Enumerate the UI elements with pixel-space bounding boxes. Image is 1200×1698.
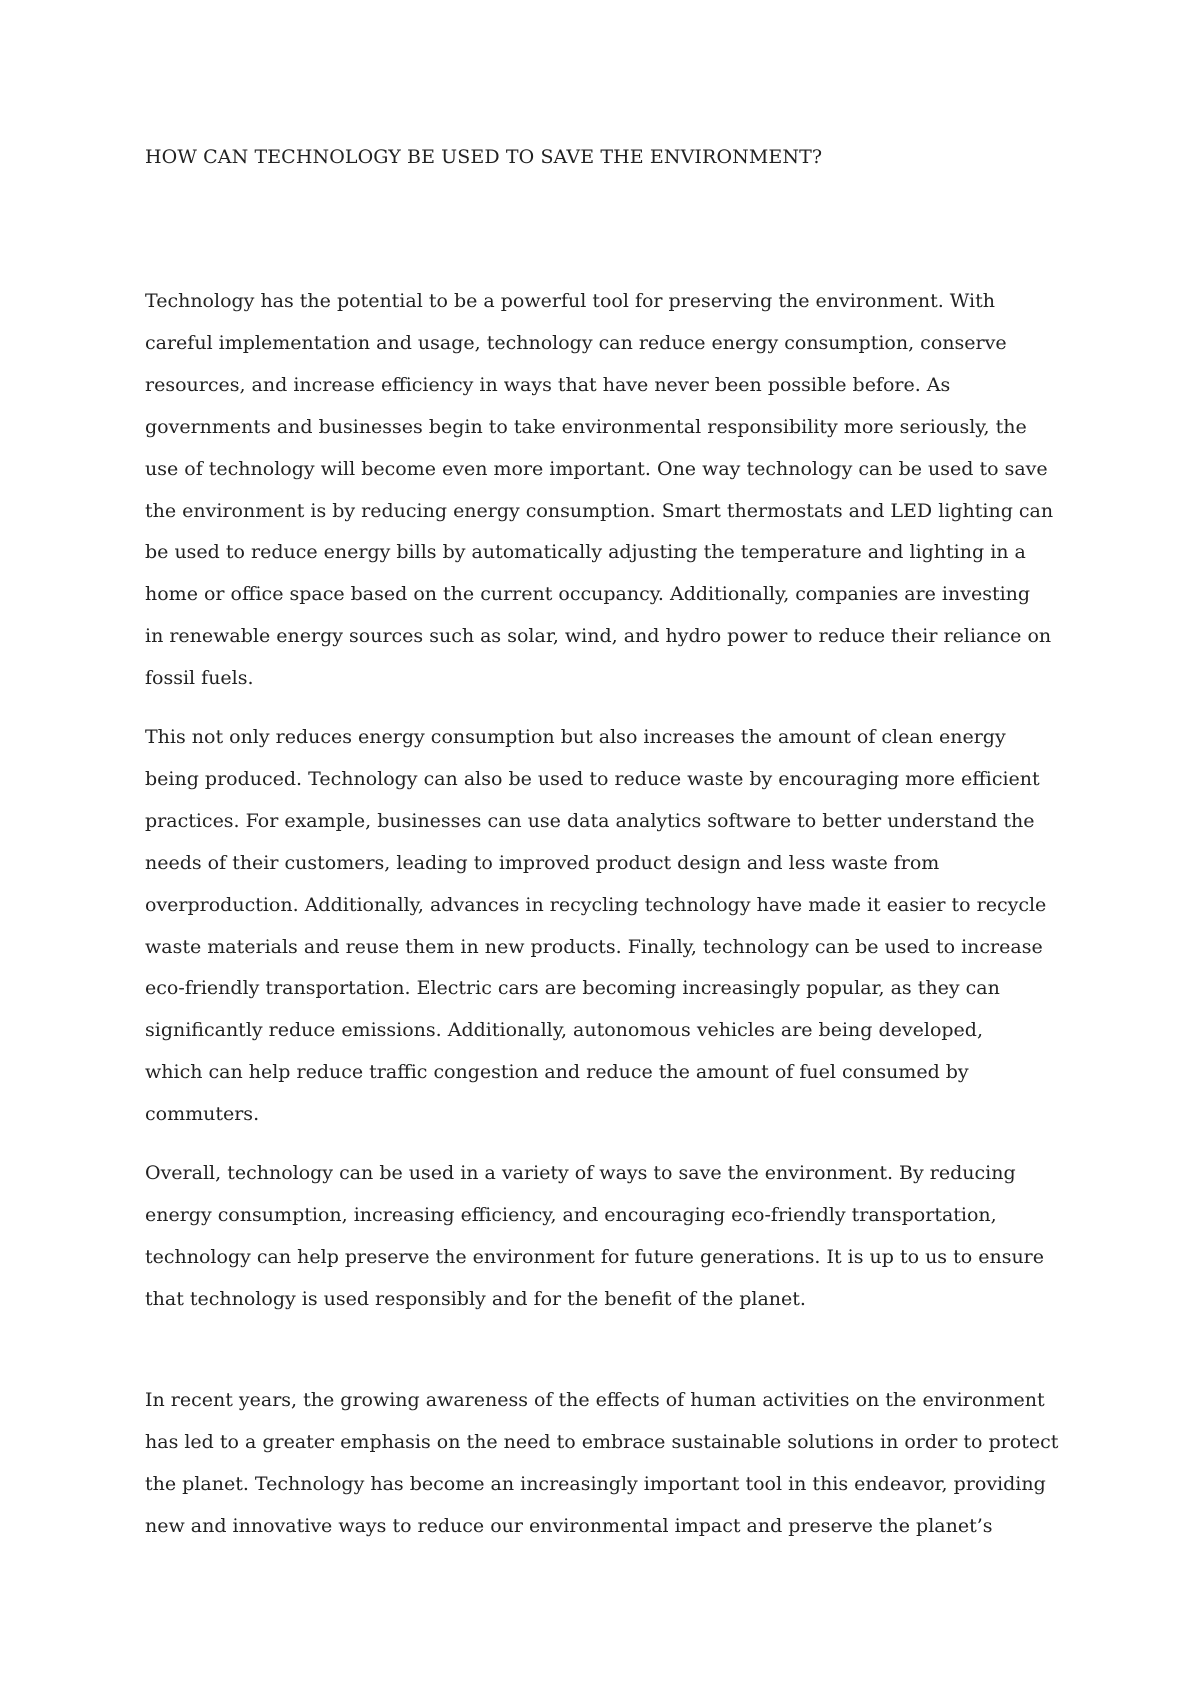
- paragraph-line: commuters.: [145, 1103, 260, 1126]
- paragraph-line: This not only reduces energy consumption but also increases the amount of clean energy: [145, 726, 1006, 748]
- paragraph-line: practices. For example, businesses can use data analytics software to better understand the: [145, 809, 1035, 832]
- paragraph-line: which can help reduce traffic congestion and reduce the amount of fuel consumed by: [145, 1061, 969, 1084]
- paragraph-4: [145, 1380, 1075, 1548]
- paragraph-line: that technology is used responsibly and for the benefit of the planet.: [145, 1287, 806, 1310]
- paragraph-line: significantly reduce emissions. Additionally, autonomous vehicles are being developed,: [145, 1019, 983, 1042]
- paragraph-line: eco-friendly transportation. Electric cars are becoming increasingly popular, as they can: [145, 977, 1000, 1000]
- paragraph-line: governments and businesses begin to take environmental responsibility more seriously, the: [145, 415, 1027, 438]
- document-title: HOW CAN TECHNOLOGY BE USED TO SAVE THE ENVIRONMENT?: [145, 146, 823, 168]
- paragraph-line: careful implementation and usage, technology can reduce energy consumption, conserve: [145, 331, 1007, 354]
- paragraph-line: technology can help preserve the environment for future generations. It is up to us to ensure: [145, 1245, 1045, 1268]
- paragraph-line: in renewable energy sources such as solar, wind, and hydro power to reduce their reliance on: [145, 625, 1052, 648]
- paragraph-2: [145, 717, 1075, 1136]
- paragraph-1: [145, 281, 1075, 700]
- paragraph-line: fossil fuels.: [145, 667, 254, 690]
- paragraph-line: home or office space based on the current occupancy. Additionally, companies are investing: [145, 583, 1031, 606]
- paragraph-line: has led to a greater emphasis on the need to embrace sustainable solutions in order to protect: [145, 1430, 1059, 1453]
- paragraph-line: be used to reduce energy bills by automatically adjusting the temperature and lighting in a: [145, 541, 1026, 564]
- paragraph-line: In recent years, the growing awareness of the effects of human activities on the environment: [145, 1389, 1045, 1411]
- paragraph-line: the environment is by reducing energy consumption. Smart thermostats and LED lighting can: [145, 499, 1054, 522]
- paragraph-line: overproduction. Additionally, advances in recycling technology have made it easier to recycle: [145, 893, 1047, 916]
- paragraph-line: use of technology will become even more important. One way technology can be used to save: [145, 457, 1048, 480]
- paragraph-line: Technology has the potential to be a powerful tool for preserving the environment. With: [145, 290, 995, 312]
- paragraph-3: [145, 1153, 1075, 1321]
- paragraph-line: energy consumption, increasing efficiency, and encouraging eco-friendly transportation,: [145, 1203, 997, 1226]
- paragraph-line: waste materials and reuse them in new products. Finally, technology can be used to increase: [145, 935, 1043, 958]
- paragraph-line: being produced. Technology can also be used to reduce waste by encouraging more efficient: [145, 767, 1040, 790]
- paragraph-line: resources, and increase efficiency in ways that have never been possible before. As: [145, 373, 951, 396]
- paragraph-line: Overall, technology can be used in a variety of ways to save the environment. By reducing: [145, 1162, 1016, 1184]
- paragraph-line: new and innovative ways to reduce our environmental impact and preserve the planet’s: [145, 1514, 993, 1537]
- paragraph-line: needs of their customers, leading to improved product design and less waste from: [145, 851, 940, 874]
- paragraph-line: the planet. Technology has become an increasingly important tool in this endeavor, providing: [145, 1472, 1046, 1495]
